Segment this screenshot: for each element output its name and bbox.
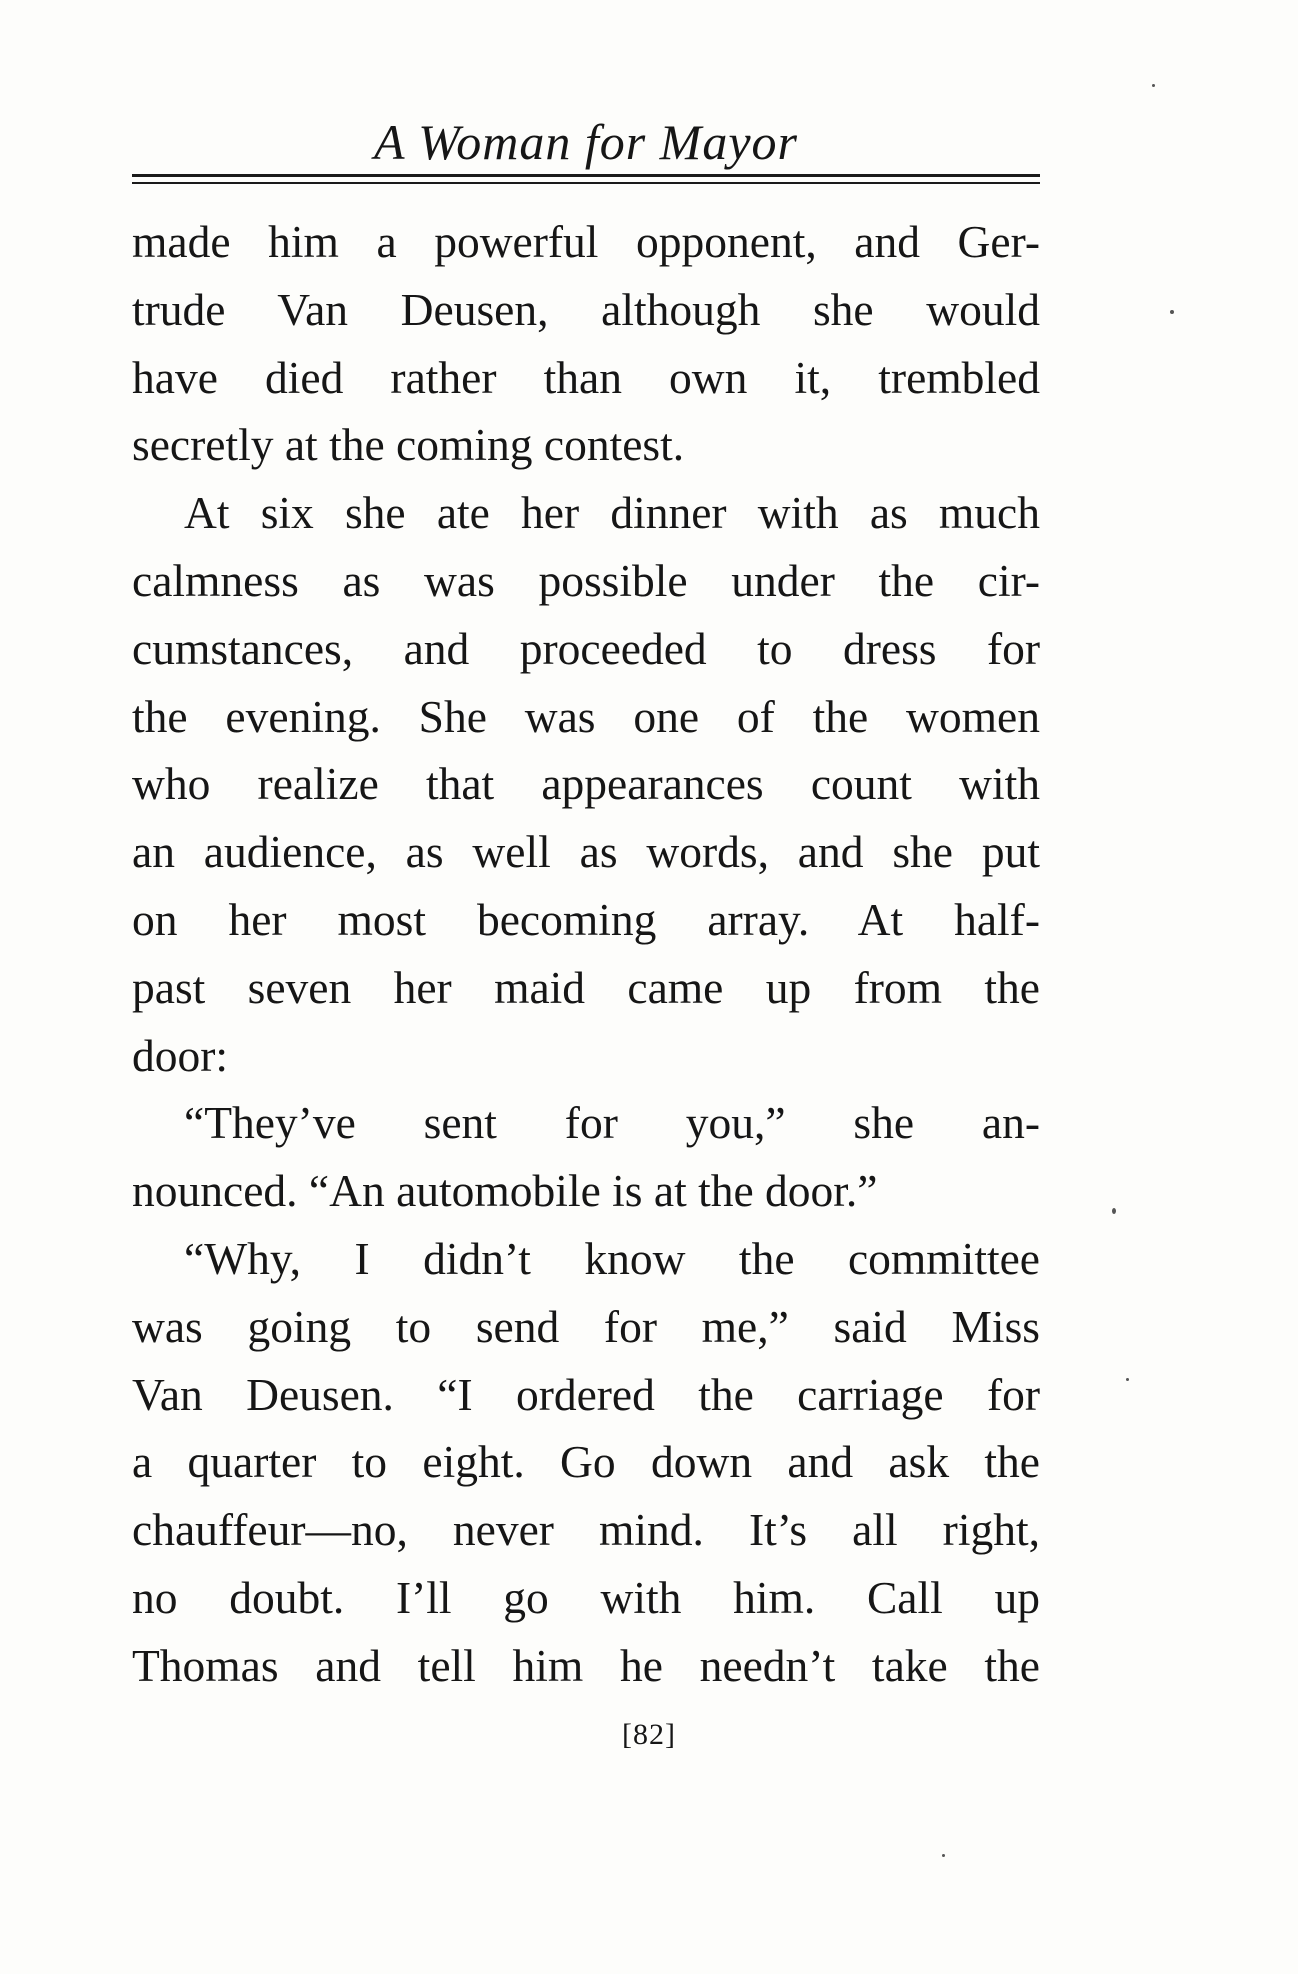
text-line: on her most becoming array. At half- (132, 893, 1040, 945)
text-line: who realize that appearances count with (132, 758, 1040, 810)
text-line: secretly at the coming contest. (132, 419, 685, 471)
text-line: the evening. She was one of the women (132, 690, 1040, 742)
text-line: nounced. “An automobile is at the door.” (132, 1165, 878, 1217)
text-line: At six she ate her dinner with as much (184, 487, 1040, 539)
text-line: was going to send for me,” said Miss (132, 1300, 1040, 1352)
running-head: A Woman for Mayor (374, 114, 798, 170)
text-line: Thomas and tell him he needn’t take the (132, 1639, 1040, 1691)
scan-speck (1126, 1378, 1129, 1381)
text-line: “Why, I didn’t know the committee (184, 1232, 1040, 1284)
text-line: no doubt. I’ll go with him. Call up (132, 1571, 1040, 1623)
page-number: [82] (622, 1718, 676, 1751)
text-line: an audience, as well as words, and she put (132, 826, 1040, 878)
body-text (132, 208, 1040, 1700)
text-line: chauffeur—no, never mind. It’s all right, (132, 1504, 1040, 1556)
scan-speck (942, 1854, 945, 1857)
text-line: past seven her maid came up from the (132, 961, 1040, 1013)
text-line: trude Van Deusen, although she would (132, 283, 1040, 335)
text-line: made him a powerful opponent, and Ger- (132, 216, 1040, 267)
text-line: “They’ve sent for you,” she an- (184, 1097, 1040, 1149)
text-line: Van Deusen. “I ordered the carriage for (132, 1368, 1040, 1420)
scan-speck (1112, 1208, 1116, 1214)
scan-speck (1152, 84, 1155, 87)
text-line: door: (132, 1029, 229, 1081)
text-line: have died rather than own it, trembled (132, 351, 1040, 403)
scan-speck (1170, 310, 1174, 314)
text-line: cumstances, and proceeded to dress for (132, 622, 1040, 674)
header-rule-thick (132, 174, 1040, 177)
text-line: calmness as was possible under the cir- (132, 554, 1040, 606)
text-line: a quarter to eight. Go down and ask the (132, 1436, 1040, 1488)
header-rule-thin (132, 182, 1040, 184)
